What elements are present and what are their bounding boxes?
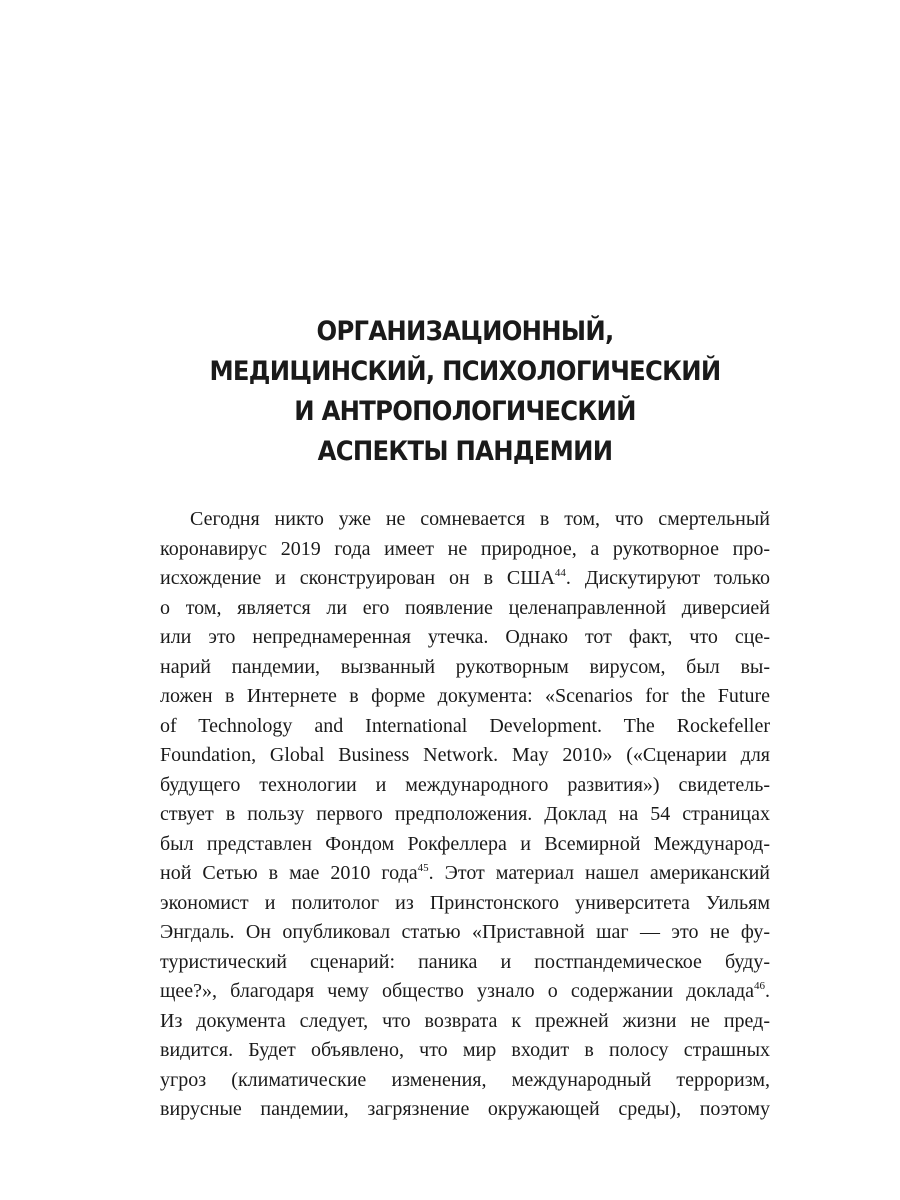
text-line: или это непреднамеренная утечка. Однако тот факт, что сце- (160, 626, 770, 648)
text-line: Из документа следует, что возврата к прежней жизни не пред- (160, 1009, 770, 1032)
text-line: был представлен Фондом Рокфеллера и Всемирной Международ- (160, 832, 770, 855)
text-line: видится. Будет объявлено, что мир входит в полосу страшных (160, 1039, 770, 1061)
text-line: будущего технологии и международного развития») свидетель- (160, 773, 770, 796)
text-line: исхождение и сконструирован он в США$^{44}$. Дискутируют только (160, 567, 770, 589)
body-paragraph (160, 505, 770, 1125)
chapter-title (173, 312, 758, 472)
text-line: угроз (климатические изменения, международный терроризм, (160, 1068, 770, 1091)
text-line: ложен в Интернете в форме документа: «Scenarios for the Future (160, 685, 770, 707)
text-line: Сегодня никто уже не сомневается в том, что смертельный (190, 508, 770, 530)
text-line: экономист и политолог из Принстонского университета Уильям (160, 891, 770, 914)
text-line: щее?», благодаря чему общество узнало о содержании доклада$^{46}$. (160, 980, 770, 1002)
text-line: коронавирус 2019 года имеет не природное, а рукотворное про- (160, 537, 770, 560)
text-line: ствует в пользу первого предположения. Доклад на 54 страницах (160, 803, 770, 825)
chapter-title-line: АСПЕКТЫ ПАНДЕМИИ (317, 436, 613, 467)
text-line: туристический сценарий: паника и постпандемическое буду- (160, 950, 770, 973)
footnote-ref-45[interactable]: 45 (417, 862, 429, 874)
chapter-title-line: ОРГАНИЗАЦИОННЫЙ, (316, 316, 614, 347)
text-line: о том, является ли его появление целенаправленной диверсией (160, 596, 770, 619)
footnote-ref-44[interactable]: 44 (554, 567, 566, 579)
text-line: вирусные пандемии, загрязнение окружающей среды), поэтому (160, 1098, 770, 1120)
text-line: нарий пандемии, вызванный рукотворным вирусом, был вы- (160, 655, 770, 678)
text-line: of Technology and International Development. The Rockefeller (160, 714, 770, 737)
chapter-title-line: И АНТРОПОЛОГИЧЕСКИЙ (294, 396, 636, 427)
chapter-title-line: МЕДИЦИНСКИЙ, ПСИХОЛОГИЧЕСКИЙ (209, 356, 721, 387)
text-line: Foundation, Global Business Network. May 2010» («Сценарии для (160, 744, 770, 766)
text-line: ной Сетью в мае 2010 года$^{45}$. Этот материал нашел американский (160, 862, 770, 884)
text-line: Энгдаль. Он опубликовал статью «Приставной шаг — это не фу- (160, 921, 770, 943)
footnote-ref-46[interactable]: 46 (754, 980, 765, 992)
